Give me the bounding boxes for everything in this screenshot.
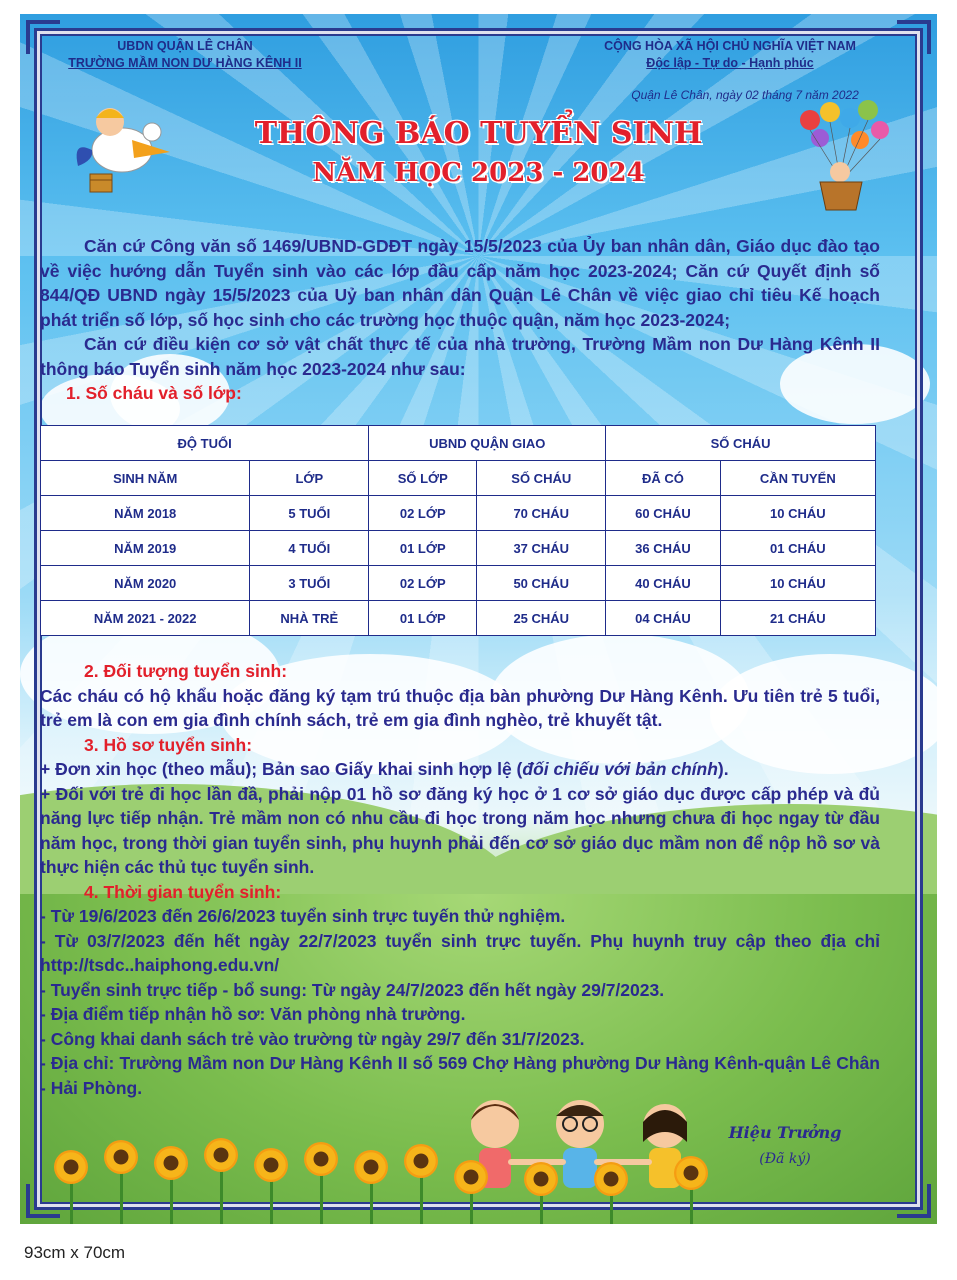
table-cell: 3 TUỔI <box>250 566 369 601</box>
section-3-heading: 3. Hồ sơ tuyển sinh: <box>84 734 253 755</box>
section-4-heading: 4. Thời gian tuyển sinh: <box>84 881 282 902</box>
table-cell: 37 CHÁU <box>477 531 606 566</box>
sections-block <box>40 659 880 1100</box>
national-motto-block <box>575 38 885 72</box>
table-cell: NĂM 2018 <box>41 496 250 531</box>
sunflower-stem <box>170 1176 173 1224</box>
table-row <box>41 531 876 566</box>
sunflower-icon <box>454 1160 488 1194</box>
frame-corner <box>897 1184 931 1218</box>
table-header: CẦN TUYỂN <box>720 461 875 496</box>
sunflower-icon <box>404 1144 438 1178</box>
table-cell: 01 CHÁU <box>720 531 875 566</box>
table-group-header: ĐỘ TUỔI <box>41 426 369 461</box>
table-row <box>41 496 876 531</box>
sunflower-icon <box>354 1150 388 1184</box>
sunflower-stem <box>70 1180 73 1224</box>
section-3-item-1-text: + Đơn xin học (theo mẫu); Bản sao Giấy khai sinh hợp lệ ( <box>40 759 523 779</box>
issuer-block <box>40 38 330 72</box>
table-group-header: UBND QUẬN GIAO <box>369 426 606 461</box>
intro-paragraph-1: Căn cứ Công văn số 1469/UBND-GDĐT ngày 15/5/2023 của Ủy ban nhân dân, Giáo dục đào tạo về việc hướng dẫn Tuyển sinh vào các lớp đầu cấp năm học 2023-2024; Căn cứ Quyết định số 844/QĐ UBND ngày 15/5/2023 của Uỷ ban nhân dân Quận Lê Chân về việc giao chỉ tiêu Kế hoạch phát triển số lớp, số học sinh cho các trường học thuộc quận, năm học 2023-2024; <box>40 236 880 330</box>
section-4-item: - Công khai danh sách trẻ vào trường từ ngày 29/7 đến 31/7/2023. <box>40 1028 585 1049</box>
section-3-item-1 <box>40 757 880 782</box>
table-sub-header-row <box>41 461 876 496</box>
section-3-item-1-italic: đối chiếu với bản chính <box>522 759 718 779</box>
section-4-item: - Địa điểm tiếp nhận hồ sơ: Văn phòng nhà trường. <box>40 1004 466 1024</box>
table-cell: 50 CHÁU <box>477 566 606 601</box>
section-4-item: - Từ 03/7/2023 đến hết ngày 22/7/2023 tuyển sinh trực tuyến. Phụ huynh truy cập theo địa chỉ http://tsdc..haiphong.edu.vn/ <box>40 930 880 975</box>
table-header: SINH NĂM <box>41 461 250 496</box>
table-cell: 40 CHÁU <box>606 566 720 601</box>
table-cell: 25 CHÁU <box>477 601 606 636</box>
table-cell: 36 CHÁU <box>606 531 720 566</box>
table-row <box>41 566 876 601</box>
sunflower-icon <box>104 1140 138 1174</box>
signed-note: (Đã ký) <box>759 1151 811 1167</box>
frame-corner <box>897 20 931 54</box>
section-3-item-2: + Đối với trẻ đi học lần đầ, phải nộp 01 hồ sơ đăng ký học ở 1 cơ sở giáo dục được cấp phép và đủ năng lực tiếp nhận. Trẻ mầm non có nhu cầu đi học trong năm học nhưng chưa đi học ngay từ đầu năm học, trong thời gian tuyển sinh, phụ huynh phải đến cơ sở giáo dục mầm non để nộp hồ sơ và thực hiện các thủ tục tuyển sinh. <box>40 783 880 877</box>
sunflower-icon <box>154 1146 188 1180</box>
section-3-item-1-end: ). <box>717 759 729 779</box>
table-cell: 02 LỚP <box>369 496 477 531</box>
sunflower-stem <box>120 1168 123 1224</box>
national-name: CỘNG HÒA XÃ HỘI CHỦ NGHĨA VIỆT NAM <box>604 39 856 53</box>
table-cell: 01 LỚP <box>369 531 477 566</box>
section-2-text: Các cháu có hộ khẩu hoặc đăng ký tạm trú thuộc địa bàn phường Dư Hàng Kênh. Ưu tiên trẻ 5 tuổi, trẻ em là con em gia đình chính sách, trẻ em gia đình nghèo, trẻ khuyết tật. <box>40 685 880 730</box>
page-title: THÔNG BÁO TUYỂN SINH <box>254 116 703 151</box>
issuer-line-1: UBDN QUẬN LÊ CHÂN <box>117 39 253 53</box>
intro-paragraph-2: Căn cứ điều kiện cơ sở vật chất thực tế của nhà trường, Trường Mầm non Dư Hàng Kênh II thông báo Tuyển sinh năm học 2023-2024 như sau: <box>40 334 880 379</box>
table-cell: 70 CHÁU <box>477 496 606 531</box>
sunflower-icon <box>204 1138 238 1172</box>
table-cell: NHÀ TRẺ <box>250 601 369 636</box>
table-cell: 4 TUỔI <box>250 531 369 566</box>
issue-date: Quận Lê Chân, ngày 02 tháng 7 năm 2022 <box>631 88 859 102</box>
signature-block <box>700 1120 870 1172</box>
table-header: LỚP <box>250 461 369 496</box>
sunflower-icon <box>54 1150 88 1184</box>
sunflower-stem <box>320 1168 323 1224</box>
sunflower-stem <box>420 1170 423 1224</box>
sunflower-icon <box>304 1142 338 1176</box>
section-2-heading: 2. Đối tượng tuyển sinh: <box>84 661 288 681</box>
sunflower-icon <box>594 1162 628 1196</box>
intro-block <box>40 234 880 406</box>
table-cell: NĂM 2021 - 2022 <box>41 601 250 636</box>
table-cell: 21 CHÁU <box>720 601 875 636</box>
national-motto: Độc lập - Tự do - Hạnh phúc <box>646 56 814 70</box>
table-header: SỐ LỚP <box>369 461 477 496</box>
section-4-item: - Địa chỉ: Trường Mầm non Dư Hàng Kênh II số 569 Chợ Hàng phường Dư Hàng Kênh-quận Lê Chân - Hải Phòng. <box>40 1053 880 1098</box>
table-group-header: SỐ CHÁU <box>606 426 876 461</box>
table-header: SỐ CHÁU <box>477 461 606 496</box>
section-4-item: - Tuyển sinh trực tiếp - bổ sung: Từ ngày 24/7/2023 đến hết ngày 29/7/2023. <box>40 979 665 1000</box>
page-subtitle: NĂM HỌC 2023 - 2024 <box>312 158 645 188</box>
section-4-item: - Từ 19/6/2023 đến 26/6/2023 tuyển sinh trực tuyến thử nghiệm. <box>40 906 566 926</box>
size-caption: 93cm x 70cm <box>24 1243 126 1262</box>
section-1-heading: 1. Số cháu và số lớp: <box>66 383 242 403</box>
kids-cartoon-icon <box>455 1092 705 1212</box>
table-group-header-row <box>41 426 876 461</box>
issuer-line-2: TRƯỜNG MẦM NON DƯ HÀNG KÊNH II <box>68 56 302 70</box>
table-cell: 5 TUỔI <box>250 496 369 531</box>
table-row <box>41 601 876 636</box>
sunflower-icon <box>524 1162 558 1196</box>
signer-title: Hiệu Trưởng <box>728 1123 842 1142</box>
table-cell: NĂM 2020 <box>41 566 250 601</box>
table-header: ĐÃ CÓ <box>606 461 720 496</box>
table-cell: 04 CHÁU <box>606 601 720 636</box>
enrollment-table <box>40 425 876 636</box>
table-cell: NĂM 2019 <box>41 531 250 566</box>
table-cell: 01 LỚP <box>369 601 477 636</box>
table-cell: 10 CHÁU <box>720 496 875 531</box>
sunflower-icon <box>254 1148 288 1182</box>
table-cell: 10 CHÁU <box>720 566 875 601</box>
frame-corner <box>26 1184 60 1218</box>
table-cell: 02 LỚP <box>369 566 477 601</box>
sunflower-stem <box>220 1166 223 1224</box>
table-cell: 60 CHÁU <box>606 496 720 531</box>
